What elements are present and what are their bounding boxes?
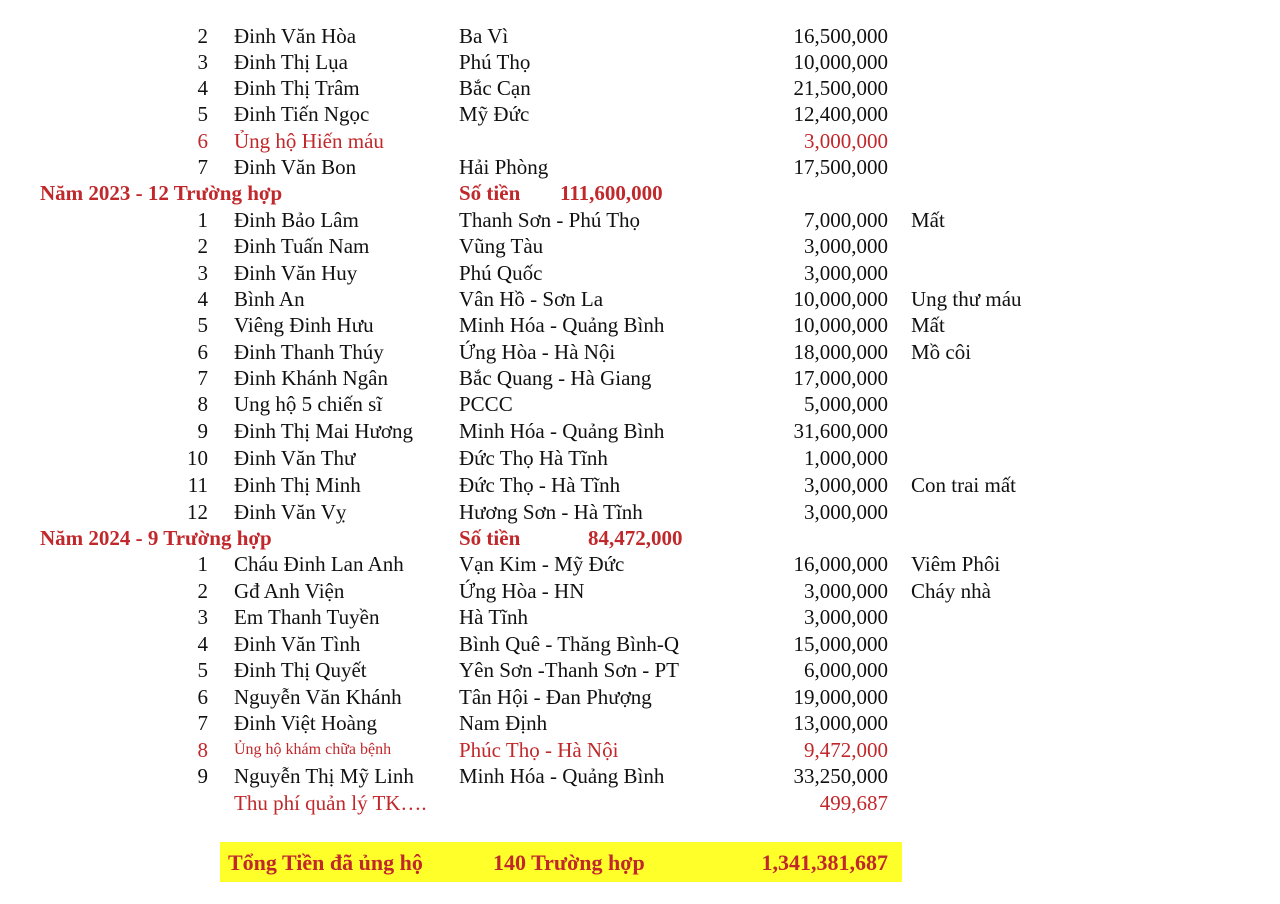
table-row <box>0 763 1280 789</box>
row-name: Đinh Bảo Lâm <box>234 208 359 232</box>
row-amount: 16,000,000 <box>793 552 888 576</box>
row-name: Đinh Văn Thư <box>234 446 356 470</box>
row-number: 4 <box>197 632 208 656</box>
row-note: Mất <box>911 313 945 337</box>
row-amount: 16,500,000 <box>793 24 888 48</box>
section-title: Năm 2023 - 12 Trường hợp <box>40 181 283 205</box>
row-location: Vân Hồ - Sơn La <box>459 287 604 311</box>
table-row <box>0 260 1280 286</box>
row-number: 12 <box>187 500 208 524</box>
row-number: 2 <box>197 579 208 603</box>
table-row <box>0 49 1280 75</box>
row-name: Đinh Khánh Ngân <box>234 366 388 390</box>
total-summary <box>220 842 902 882</box>
row-amount: 18,000,000 <box>793 340 888 364</box>
row-name: Ung hộ 5 chiến sĩ <box>234 392 383 416</box>
row-number: 9 <box>197 764 208 788</box>
table-row <box>0 418 1280 444</box>
row-location: Minh Hóa - Quảng Bình <box>459 764 665 788</box>
row-name: Đinh Tuấn Nam <box>234 234 370 258</box>
row-amount: 15,000,000 <box>793 632 888 656</box>
table-row <box>0 445 1280 471</box>
row-name: Đinh Tiến Ngọc <box>234 102 370 126</box>
row-amount: 1,000,000 <box>804 446 888 470</box>
row-location: Hà Tĩnh <box>459 605 529 629</box>
row-name: Ủng hộ Hiến máu <box>234 129 384 153</box>
table-row <box>0 391 1280 417</box>
row-amount: 3,000,000 <box>804 129 888 153</box>
row-name: Đinh Thị Trâm <box>234 76 360 100</box>
table-row <box>0 312 1280 338</box>
row-amount: 3,000,000 <box>804 234 888 258</box>
row-number: 7 <box>197 711 208 735</box>
row-number: 6 <box>197 685 208 709</box>
row-amount: 3,000,000 <box>804 473 888 497</box>
row-name: Đinh Thị Lụa <box>234 50 348 74</box>
row-name: Đinh Văn Huy <box>234 261 358 285</box>
row-location: Hương Sơn - Hà Tĩnh <box>459 500 643 524</box>
section-amount-label: Số tiền <box>459 181 521 205</box>
row-number: 11 <box>187 473 208 497</box>
row-location: Phúc Thọ - Hà Nội <box>459 738 619 762</box>
row-location: PCCC <box>459 392 513 416</box>
row-name: Nguyễn Văn Khánh <box>234 685 402 709</box>
row-name: Đinh Thị Minh <box>234 473 361 497</box>
row-name: Bình An <box>234 287 305 311</box>
row-location: Tân Hội - Đan Phượng <box>459 685 652 709</box>
row-number: 10 <box>187 446 208 470</box>
total-label: Tổng Tiền đã ủng hộ <box>228 850 423 875</box>
row-name: Viêng Đinh Hưu <box>234 313 374 337</box>
row-number: 7 <box>197 155 208 179</box>
row-number: 1 <box>197 208 208 232</box>
row-name: Ủng hộ khám chữa bệnh <box>234 741 392 758</box>
row-location: Phú Quốc <box>459 261 543 285</box>
section-title: Năm 2024 - 9 Trường hợp <box>40 526 272 550</box>
row-location: Hải Phòng <box>459 155 549 179</box>
table-row <box>0 365 1280 391</box>
table-row <box>0 472 1280 498</box>
table-row <box>0 75 1280 101</box>
row-location: Bình Quê - Thăng Bình-Q <box>459 632 680 656</box>
table-row <box>0 499 1280 525</box>
row-location: Vũng Tàu <box>459 234 544 258</box>
table-row <box>0 233 1280 259</box>
row-name: Đinh Thị Quyết <box>234 658 367 682</box>
table-row <box>0 578 1280 604</box>
row-amount: 10,000,000 <box>793 313 888 337</box>
row-amount: 21,500,000 <box>793 76 888 100</box>
section-header-2024 <box>0 525 1280 551</box>
row-amount: 33,250,000 <box>793 764 888 788</box>
row-location: Đức Thọ Hà Tĩnh <box>459 446 608 470</box>
row-name: Đinh Việt Hoàng <box>234 711 378 735</box>
row-amount: 31,600,000 <box>793 419 888 443</box>
row-name: Đinh Thanh Thúy <box>234 340 384 364</box>
row-name: Em Thanh Tuyền <box>234 605 380 629</box>
row-number: 4 <box>197 287 208 311</box>
row-amount: 10,000,000 <box>793 50 888 74</box>
row-note: Mất <box>911 208 945 232</box>
total-cases: 140 Trường hợp <box>493 850 645 875</box>
row-amount: 5,000,000 <box>804 392 888 416</box>
row-amount: 3,000,000 <box>804 261 888 285</box>
row-number: 6 <box>197 129 208 153</box>
row-location: Bắc Cạn <box>459 76 531 100</box>
total-amount: 1,341,381,687 <box>761 850 888 875</box>
row-number: 2 <box>197 24 208 48</box>
row-name: Gđ Anh Viện <box>234 579 345 603</box>
row-location: Vạn Kim - Mỹ Đức <box>459 552 625 576</box>
table-row <box>0 657 1280 683</box>
table-row <box>0 339 1280 365</box>
row-location: Minh Hóa - Quảng Bình <box>459 419 665 443</box>
section-amount: 84,472,000 <box>588 526 683 550</box>
row-note: Con trai mất <box>911 473 1016 497</box>
row-number: 4 <box>197 76 208 100</box>
row-amount: 12,400,000 <box>793 102 888 126</box>
table-row <box>0 710 1280 736</box>
row-number: 6 <box>197 340 208 364</box>
fee-amount: 499,687 <box>819 791 888 815</box>
row-number: 5 <box>197 313 208 337</box>
row-name: Nguyễn Thị Mỹ Linh <box>234 764 414 788</box>
section-amount-label: Số tiền <box>459 526 521 550</box>
row-amount: 6,000,000 <box>804 658 888 682</box>
row-number: 5 <box>197 102 208 126</box>
section-amount: 111,600,000 <box>560 181 663 205</box>
row-location: Thanh Sơn - Phú Thọ <box>459 208 641 232</box>
table-row <box>0 154 1280 180</box>
table-row-highlighted <box>0 737 1280 763</box>
row-number: 7 <box>197 366 208 390</box>
row-amount: 3,000,000 <box>804 579 888 603</box>
row-name: Cháu Đinh Lan Anh <box>234 552 404 576</box>
row-amount: 10,000,000 <box>793 287 888 311</box>
row-number: 3 <box>197 50 208 74</box>
row-amount: 19,000,000 <box>793 685 888 709</box>
row-amount: 7,000,000 <box>804 208 888 232</box>
management-fee-row <box>0 790 1280 816</box>
table-row <box>0 684 1280 710</box>
row-name: Đinh Văn Vỵ <box>234 500 347 524</box>
table-row <box>0 286 1280 312</box>
row-location: Đức Thọ - Hà Tĩnh <box>459 473 621 497</box>
row-name: Đinh Văn Bon <box>234 155 357 179</box>
row-note: Ung thư máu <box>911 287 1022 311</box>
row-number: 2 <box>197 234 208 258</box>
row-amount: 13,000,000 <box>793 711 888 735</box>
table-row <box>0 207 1280 233</box>
table-row <box>0 551 1280 577</box>
row-amount: 9,472,000 <box>804 738 888 762</box>
row-name: Đinh Văn Tình <box>234 632 361 656</box>
row-location: Bắc Quang - Hà Giang <box>459 366 652 390</box>
row-name: Đinh Văn Hòa <box>234 24 357 48</box>
row-name: Đinh Thị Mai Hương <box>234 419 414 443</box>
table-row <box>0 101 1280 127</box>
row-location: Minh Hóa - Quảng Bình <box>459 313 665 337</box>
table-row <box>0 631 1280 657</box>
row-number: 8 <box>197 738 208 762</box>
fee-label: Thu phí quản lý TK…. <box>234 791 427 815</box>
row-number: 1 <box>197 552 208 576</box>
table-row <box>0 23 1280 49</box>
row-number: 3 <box>197 261 208 285</box>
row-number: 3 <box>197 605 208 629</box>
row-location: Nam Định <box>459 711 548 735</box>
section-header-2023 <box>0 180 1280 206</box>
row-note: Cháy nhà <box>911 579 991 603</box>
row-number: 5 <box>197 658 208 682</box>
row-location: Phú Thọ <box>459 50 531 74</box>
row-number: 8 <box>197 392 208 416</box>
row-number: 9 <box>197 419 208 443</box>
row-amount: 17,500,000 <box>793 155 888 179</box>
row-location: Ba Vì <box>459 24 509 48</box>
table-row <box>0 604 1280 630</box>
row-note: Viêm Phôi <box>911 552 1001 576</box>
table-row-highlighted <box>0 128 1280 154</box>
row-note: Mồ côi <box>911 340 972 364</box>
row-location: Yên Sơn -Thanh Sơn - PT <box>459 658 679 682</box>
row-location: Ứng Hòa - HN <box>459 579 585 603</box>
row-amount: 3,000,000 <box>804 605 888 629</box>
row-amount: 17,000,000 <box>793 366 888 390</box>
row-amount: 3,000,000 <box>804 500 888 524</box>
row-location: Mỹ Đức <box>459 102 530 126</box>
row-location: Ứng Hòa - Hà Nội <box>459 340 616 364</box>
